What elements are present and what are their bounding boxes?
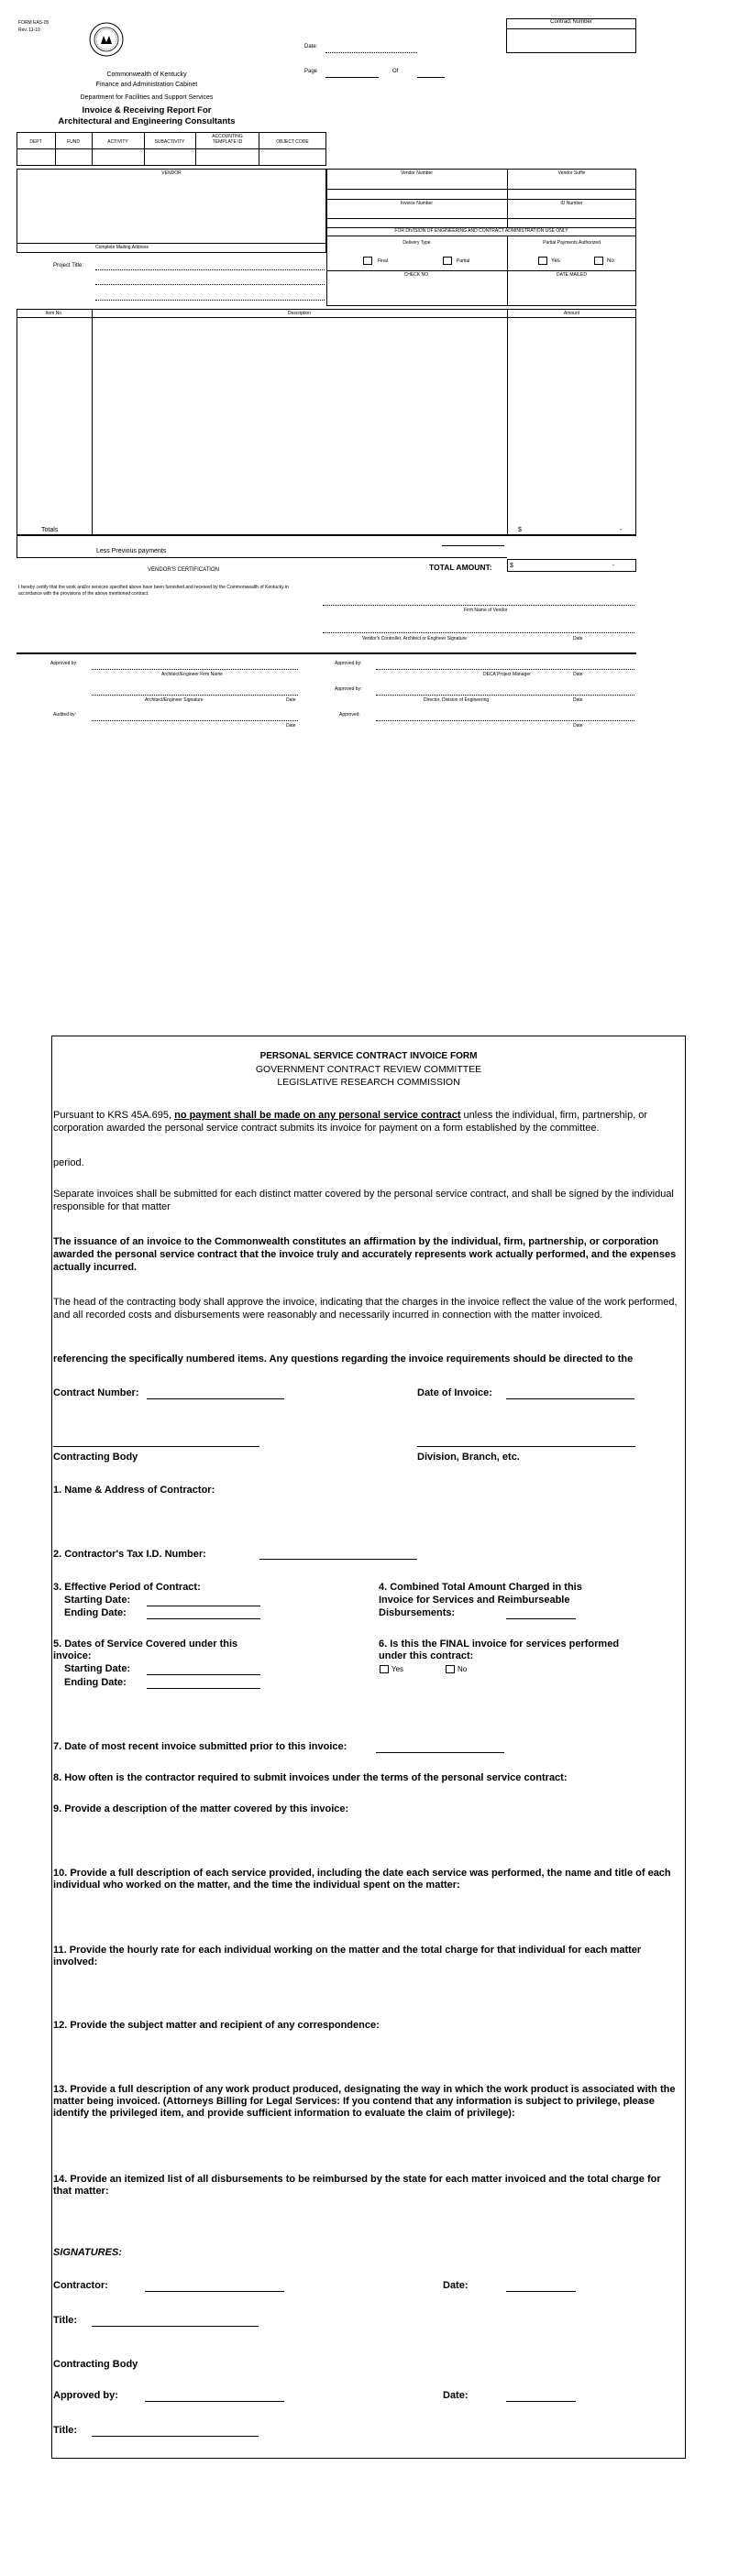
contractor-label: Contractor: (53, 2280, 108, 2291)
col-subactivity: SUBACTIVITY (154, 139, 185, 145)
col-object-code: OBJECT CODE (276, 139, 309, 145)
psc-title: PERSONAL SERVICE CONTRACT INVOICE FORM (259, 1051, 478, 1061)
vendor-divider (17, 243, 326, 244)
audited-by-field[interactable] (92, 720, 298, 721)
yes-checkbox[interactable] (538, 257, 547, 265)
col-fund: FUND (67, 139, 80, 145)
of-field[interactable] (417, 77, 445, 78)
of-label: Of (392, 69, 399, 74)
form-number: FORM EAS-05 (18, 20, 50, 26)
approved-by-label-2: Approved by: (335, 661, 362, 666)
approvals-divider (17, 652, 636, 654)
less-prev-field[interactable] (442, 545, 504, 546)
q8-label: 8. How often is the contractor required to submit invoices under the terms of the personal service contract: (53, 1772, 568, 1783)
project-title-field-3[interactable] (95, 300, 325, 301)
firm-name-field[interactable] (323, 605, 634, 606)
project-title-label: Project Title: (53, 263, 84, 269)
psc-paragraph-3: The issuance of an invoice to the Commonwealth constitutes an affirmation by the individual, firm, partnership, or corporation awarded the personal service contract that the invoice truly and accurately represents work actually performed, and the expenses actually incurred. (53, 1236, 677, 1273)
date-label-e: Date (573, 723, 583, 729)
contracting-body-sig-label: Contracting Body (53, 2359, 138, 2370)
total-amount-label: TOTAL AMOUNT: (429, 563, 492, 572)
q6-yes-label: Yes (392, 1665, 404, 1673)
q14-label: 14. Provide an itemized list of all disbursements to be reimbursed by the state for each matter invoiced and the total charge for that matter: (53, 2174, 661, 2197)
less-previous-label: Less Previous payments (96, 548, 167, 554)
division-use-label: FOR DIVISION OF ENGINEERING AND CONTRACT ADMINISTRATION USE ONLY (394, 228, 568, 234)
totals-dash: - (620, 527, 623, 533)
signatures-heading: SIGNATURES: (53, 2247, 122, 2258)
org-department: Department for Facilities and Support Services (80, 94, 214, 101)
audited-by-label: Audited by: (53, 712, 77, 718)
division-field[interactable] (417, 1446, 635, 1447)
division-label: Division, Branch, etc. (417, 1452, 520, 1463)
vendor-date-label: Date (573, 636, 583, 641)
arch-firm-field[interactable] (92, 669, 298, 670)
q6-yes-checkbox[interactable] (380, 1665, 389, 1673)
project-title-field-2[interactable] (95, 284, 325, 285)
id-number-label: ID Number (560, 201, 583, 206)
amount-header: Amount (563, 311, 580, 316)
q2-label: 2. Contractor's Tax I.D. Number: (53, 1549, 206, 1560)
date-of-invoice-label: Date of Invoice: (417, 1387, 492, 1398)
col-activity: ACTIVITY (107, 139, 128, 145)
date-of-invoice-field[interactable] (506, 1398, 634, 1399)
q7-field[interactable] (376, 1752, 504, 1753)
q6-label-2: under this contract: (379, 1650, 474, 1661)
mailing-address-label: Complete Mailing Address (94, 245, 149, 250)
items-header-line (17, 317, 636, 318)
tax-id-field[interactable] (259, 1559, 417, 1560)
approved-by-sig-label: Approved by: (53, 2390, 118, 2401)
contractor-title-label: Title: (53, 2315, 78, 2326)
col-dept: DEPT (29, 139, 42, 145)
q5-ending-date: Ending Date: (64, 1677, 127, 1688)
vendor-info-line (326, 199, 636, 200)
contracting-body-label: Contracting Body (53, 1452, 138, 1463)
approved-label-4: Approved: (339, 712, 360, 718)
firm-name-label: Firm Name of Vendor (464, 608, 508, 613)
q7-label: 7. Date of most recent invoice submitted prior to this invoice: (53, 1741, 347, 1752)
approved-by-label-1: Approved by: (50, 661, 78, 666)
approver-title-field[interactable] (92, 2436, 259, 2437)
date-label-c: Date (573, 697, 583, 703)
approver-title-label: Title: (53, 2425, 78, 2436)
director-label: Director, Division of Engineering (424, 697, 490, 703)
q6-no-checkbox[interactable] (446, 1665, 455, 1673)
items-col-line (92, 309, 93, 535)
q3-ending-date: Ending Date: (64, 1607, 127, 1618)
total-amount-box[interactable] (507, 559, 636, 572)
arch-firm-label: Architect/Engineer Firm Name (161, 672, 223, 677)
date-mailed-label: DATE MAILED (557, 272, 587, 278)
less-prev-bottom (17, 557, 507, 558)
approved-date-label: Date: (443, 2390, 469, 2401)
date-label-d: Date (286, 723, 296, 729)
q4-label-2: Invoice for Services and Reimburseable (379, 1595, 570, 1606)
vendor-number-label: Vendor Number (400, 170, 434, 176)
arch-sig-label: Architect/Engineer Signature (145, 697, 204, 703)
vendor-suffix-label: Vendor Suffix (557, 170, 586, 176)
total-dash: - (612, 563, 615, 569)
no-label: No (607, 258, 614, 264)
vendor-label: VENDOR (161, 170, 182, 176)
psc-paragraph-2: Separate invoices shall be submitted for each distinct matter covered by the personal service contract, and shall be signed by the individual responsible for that matter (53, 1189, 674, 1212)
form-title-1: Invoice & Receiving Report For (82, 105, 212, 115)
final-label: Final (378, 258, 388, 264)
psc-subtitle-1: GOVERNMENT CONTRACT REVIEW COMMITTEE (255, 1064, 482, 1075)
vendor-info-line (326, 218, 636, 219)
kentucky-seal-icon (89, 22, 124, 57)
q3-ending-date-field[interactable] (147, 1618, 260, 1619)
p1-part-a: Pursuant to KRS 45A.695, (53, 1110, 175, 1121)
contract-number-label-2: Contract Number: (53, 1387, 139, 1398)
arch-sig-field[interactable] (92, 695, 298, 696)
approved-date-field[interactable] (506, 2401, 576, 2402)
q5-starting-date: Starting Date: (64, 1663, 131, 1674)
q9-label: 9. Provide a description of the matter covered by this invoice: (53, 1803, 349, 1814)
date-label-b: Date (286, 697, 296, 703)
project-title-field[interactable] (95, 269, 325, 270)
contractor-date-label: Date: (443, 2280, 469, 2291)
psc-period: period. (53, 1157, 84, 1168)
deca-pm-field[interactable] (376, 669, 634, 670)
q3-starting-date: Starting Date: (64, 1595, 131, 1606)
psc-paragraph-4: The head of the contracting body shall approve the invoice, indicating that the charges in the invoice reflect the value of the work performed, and all recorded costs and disbursements were reasonably and necessarily incurred in connection with the matter invoiced. (53, 1297, 678, 1321)
contract-number-label: Contract Number (507, 19, 635, 29)
p1-part-c: unless the individual, firm, partnership, or corporation awarded the personal service contract submits its invoice for payment on a form established by the committee. (53, 1110, 648, 1134)
partial-payments-label: Partial Payments Authorized (543, 240, 601, 246)
acct-col-line (55, 132, 56, 166)
page-label: Page (304, 69, 318, 74)
deca-pm-label: DECA Project Manager (483, 672, 531, 677)
partial-checkbox[interactable] (443, 257, 452, 265)
q10-label: 10. Provide a full description of each service provided, including the date each service was performed, the name and title of each individual who worked on the matter, and the time the individual spent on the matter: (53, 1868, 671, 1891)
contractor-title-field[interactable] (92, 2326, 259, 2327)
total-dollar: $ (510, 563, 513, 569)
date-label: Date: (304, 44, 318, 49)
invoice-number-label: Invoice Number (400, 201, 433, 206)
q5-label-2: invoice: (53, 1650, 92, 1661)
q5-label-1: 5. Dates of Service Covered under this (53, 1639, 238, 1650)
contractor-signature-field[interactable] (145, 2291, 284, 2292)
form-revision: Rev. 11-10 (18, 27, 40, 33)
approved-field[interactable] (376, 720, 634, 721)
q12-label: 12. Provide the subject matter and recipient of any correspondence: (53, 2020, 380, 2031)
q4-label-3: Disbursements: (379, 1607, 456, 1618)
acct-col-line (144, 132, 145, 166)
vendor-cert-label: VENDOR'S CERTIFICATION (148, 567, 219, 573)
q6-no-label: No (458, 1665, 468, 1673)
items-col-line (507, 309, 508, 535)
final-checkbox[interactable] (363, 257, 372, 265)
q3-label: 3. Effective Period of Contract: (53, 1582, 201, 1593)
contractor-date-field[interactable] (506, 2291, 576, 2292)
q5-ending-date-field[interactable] (147, 1688, 260, 1689)
items-table (17, 309, 636, 535)
acct-col-line (195, 132, 196, 166)
accounting-divider (17, 148, 326, 149)
acct-col-line (92, 132, 93, 166)
contracting-body-field[interactable] (53, 1446, 259, 1447)
vendor-signature-field[interactable] (323, 632, 634, 633)
contract-number-box[interactable] (506, 18, 636, 53)
psc-subtitle-2: LEGISLATIVE RESEARCH COMMISSION (277, 1077, 460, 1088)
q11-label: 11. Provide the hourly rate for each individual working on the matter and the total charge for that individual for each matter involved: (53, 1945, 642, 1968)
q4-amount-field[interactable] (506, 1618, 576, 1619)
description-header: Description (287, 311, 311, 316)
approved-by-signature-field[interactable] (145, 2401, 284, 2402)
col-template-id: ACCOUNTING TEMPLATE ID (212, 134, 243, 145)
item-no-header: Item No. (45, 311, 63, 316)
yes-label: Yes (551, 258, 560, 264)
totals-label: Totals (41, 527, 59, 533)
vendor-info-line (326, 270, 636, 271)
org-name: Commonwealth of Kentucky (106, 71, 187, 78)
no-checkbox[interactable] (594, 257, 603, 265)
psc-paragraph-1 (53, 1109, 677, 1135)
vendor-signature-label: Vendor's Controller, Architect or Engineer Signature (362, 636, 468, 641)
form-title-2: Architectural and Engineering Consultants (58, 116, 236, 126)
q4-label-1: 4. Combined Total Amount Charged in this (379, 1582, 582, 1593)
p1-part-b: no payment shall be made on any personal service contract (174, 1110, 461, 1121)
partial-label: Partial (457, 258, 470, 264)
certification-text: I hereby certify that the work and/or services specified above have been furnished and received by the Commonwealth of Kentucky in accordance with the provisions of the above mentioned contract. (18, 585, 289, 597)
vendor-box[interactable] (17, 169, 326, 253)
delivery-type-label: Delivery Type (403, 240, 431, 246)
check-no-label: CHECK NO. (403, 272, 430, 278)
psc-paragraph-5: referencing the specifically numbered items. Any questions regarding the invoice requirements should be directed to the (53, 1354, 634, 1365)
q5-starting-date-field[interactable] (147, 1674, 260, 1675)
contract-number-field[interactable] (147, 1398, 284, 1399)
date-field[interactable] (325, 52, 417, 53)
date-label-a: Date (573, 672, 583, 677)
totals-line (17, 535, 636, 536)
q6-label-1: 6. Is this the FINAL invoice for services performed (379, 1639, 620, 1650)
approved-by-label-3: Approved by: (335, 686, 362, 692)
page-field[interactable] (325, 77, 379, 78)
org-cabinet: Finance and Administration Cabinet (95, 82, 198, 88)
q13-label: 13. Provide a full description of any work product produced, designating the way in which the work product is associated with the matter being invoiced. (Attorneys Billing for Legal Services: If you contend that any information is subject to privilege, please identify the privileged item, and provide sufficient information to evaluate the claim of privilege): (53, 2084, 676, 2119)
vendor-info-line (326, 189, 636, 190)
director-field[interactable] (376, 695, 634, 696)
totals-dollar: $ (518, 527, 522, 533)
q1-label: 1. Name & Address of Contractor: (53, 1485, 215, 1496)
